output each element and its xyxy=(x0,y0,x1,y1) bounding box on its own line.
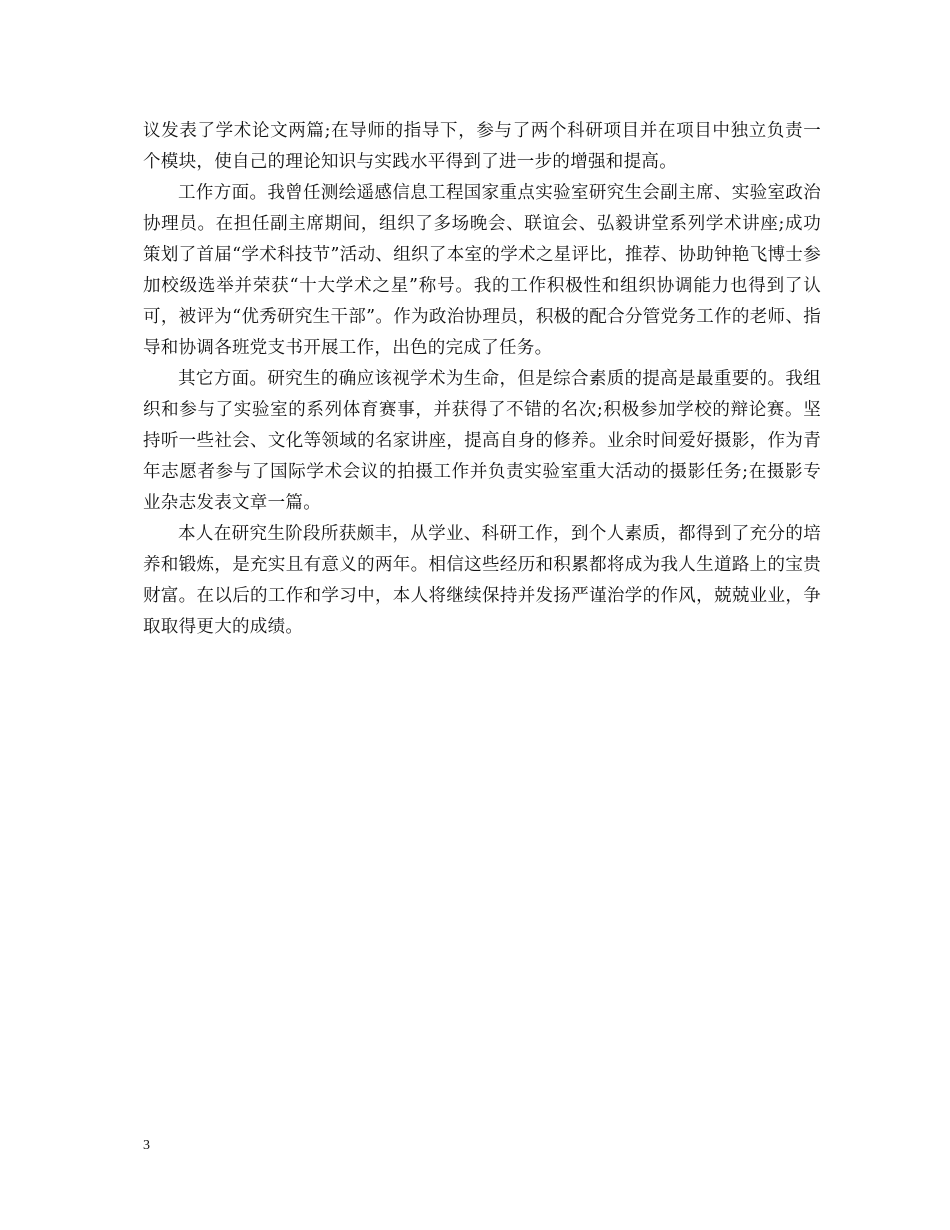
paragraph-conclusion: 本人在研究生阶段所获颇丰，从学业、科研工作，到个人素质，都得到了充分的培养和锻炼，是充实且有意义的两年。相信这些经历和积累都将成为我人生道路上的宝贵财富。在以后的工作和学习中，本人将继续保持并发扬严谨治学的作风，兢兢业业，争取取得更大的成绩。 xyxy=(143,524,821,637)
page-number: 3 xyxy=(143,1138,150,1153)
paragraph-continuation: 议发表了学术论文两篇;在导师的指导下，参与了两个科研项目并在项目中独立负责一个模块，使自己的理论知识与实践水平得到了进一步的增强和提高。 xyxy=(143,121,821,172)
paragraph-work: 工作方面。我曾任测绘遥感信息工程国家重点实验室研究生会副主席、实验室政治协理员。在担任副主席期间，组织了多场晚会、联谊会、弘毅讲堂系列学术讲座;成功策划了首届“学术科技节”活动、组织了本室的学术之星评比，推荐、协助钟艳飞博士参加校级选举并荣获“十大学术之星”称号。我的工作积极性和组织协调能力也得到了认可，被评为“优秀研究生干部”。作为政治协理员，积极的配合分管党务工作的老师、指导和协调各班党支书开展工作，出色的完成了任务。 xyxy=(143,183,821,358)
paragraph-other: 其它方面。研究生的确应该视学术为生命，但是综合素质的提高是最重要的。我组织和参与了实验室的系列体育赛事，并获得了不错的名次;积极参加学校的辩论赛。坚持听一些社会、文化等领域的名家讲座，提高自身的修养。业余时间爱好摄影，作为青年志愿者参与了国际学术会议的拍摄工作并负责实验室重大活动的摄影任务;在摄影专业杂志发表文章一篇。 xyxy=(143,369,821,513)
document-body xyxy=(143,116,821,643)
